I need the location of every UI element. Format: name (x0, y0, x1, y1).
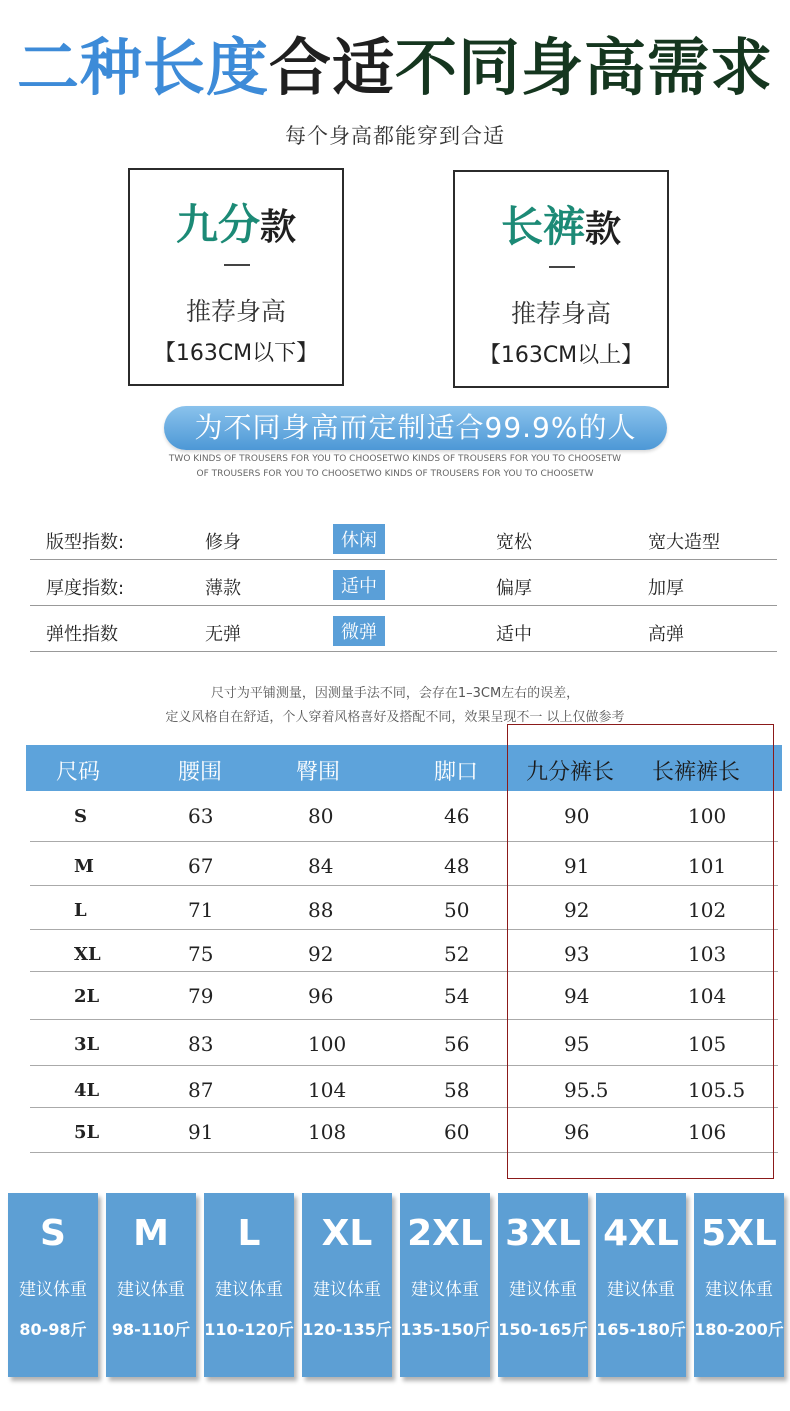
hip-cell: 84 (308, 854, 334, 878)
full-length-cell: 100 (688, 804, 727, 828)
header-hip: 臀围 (296, 760, 341, 785)
hip-cell: 96 (308, 984, 334, 1008)
waist-cell: 75 (188, 942, 214, 966)
recommended-height-label: 推荐身高 (185, 297, 286, 326)
recommended-height-label: 推荐身高 (510, 299, 611, 328)
card-label: 建议体重 (215, 1280, 283, 1300)
full-length-cell: 106 (688, 1120, 727, 1144)
waist-cell: 91 (188, 1120, 214, 1144)
dash-divider (224, 264, 250, 266)
measurement-note: 尺寸为平铺测量，因测量手法不同，会存在1–3CM左右的误差， (210, 686, 580, 701)
header-hem: 脚口 (434, 760, 479, 785)
waist-cell: 87 (188, 1078, 214, 1102)
index-option-selected: 适中 (333, 570, 385, 600)
size-cell: S (74, 806, 87, 827)
card-label: 建议体重 (607, 1280, 675, 1300)
weight-card (596, 1193, 686, 1377)
length-card-title (130, 192, 342, 252)
card-weight: 80-98斤 (19, 1320, 87, 1339)
hem-cell: 46 (444, 804, 470, 828)
waist-cell: 71 (188, 898, 214, 922)
card-weight: 180-200斤 (694, 1320, 784, 1339)
recommended-height-value: 【163CM以下】 (153, 341, 319, 366)
size-cell: L (74, 900, 87, 921)
full-length-cell: 103 (688, 942, 727, 966)
index-label: 版型指数: (46, 532, 125, 553)
index-label: 弹性指数 (46, 624, 118, 645)
length-card-accent: 九分 (175, 200, 260, 249)
hip-cell: 108 (308, 1120, 347, 1144)
hem-cell: 58 (444, 1078, 470, 1102)
card-label: 建议体重 (313, 1280, 381, 1300)
size-cell: XL (74, 944, 101, 965)
weight-card (498, 1193, 588, 1377)
size-cell: 2L (74, 986, 100, 1007)
thickness-index-row (30, 560, 777, 606)
fit-index-row (30, 514, 777, 560)
card-size: M (133, 1213, 169, 1254)
length-card-suffix: 款 (585, 209, 622, 250)
card-size: 3XL (505, 1213, 581, 1254)
weight-card (8, 1193, 98, 1377)
hem-cell: 52 (444, 942, 470, 966)
header-full-length: 长裤裤长 (652, 760, 741, 785)
card-weight: 165-180斤 (596, 1320, 686, 1339)
size-cell: 5L (74, 1122, 100, 1143)
cropped-length-cell: 92 (564, 898, 590, 922)
headline-part-1: 二种长度 (16, 31, 269, 104)
page-headline (0, 28, 790, 108)
hip-cell: 100 (308, 1032, 347, 1056)
weight-card (400, 1193, 490, 1377)
banner-fine-print: TWO KINDS OF TROUSERS FOR YOU TO CHOOSETWO KINDS OF TROUSERS FOR YOU TO CHOOSETW (168, 454, 622, 464)
card-size: L (237, 1213, 261, 1254)
header-size: 尺码 (56, 760, 101, 785)
header-waist: 腰围 (178, 760, 223, 785)
index-option: 无弹 (205, 624, 241, 645)
waist-cell: 79 (188, 984, 214, 1008)
cropped-length-cell: 95 (564, 1032, 590, 1056)
size-cell: 4L (74, 1080, 100, 1101)
cropped-length-cell: 91 (564, 854, 590, 878)
length-card-title (455, 194, 667, 254)
weight-card (106, 1193, 196, 1377)
index-label: 厚度指数: (46, 578, 125, 599)
waist-cell: 67 (188, 854, 214, 878)
full-length-cell: 101 (688, 854, 727, 878)
banner-fine-print: OF TROUSERS FOR YOU TO CHOOSETWO KINDS OF TROUSERS FOR YOU TO CHOOSETW (196, 469, 594, 479)
hem-cell: 54 (444, 984, 470, 1008)
hem-cell: 60 (444, 1120, 470, 1144)
card-size: S (40, 1213, 66, 1254)
full-length-cell: 105 (688, 1032, 727, 1056)
card-weight: 135-150斤 (400, 1320, 490, 1339)
hem-cell: 50 (444, 898, 470, 922)
index-option: 加厚 (648, 578, 684, 599)
headline-part-2: 合适 (268, 31, 395, 104)
hip-cell: 88 (308, 898, 334, 922)
header-cropped-length: 九分裤长 (526, 760, 615, 785)
index-option: 宽松 (496, 532, 532, 553)
recommended-height-value: 【163CM以上】 (478, 343, 644, 368)
size-cell: 3L (74, 1034, 100, 1055)
length-card-suffix: 款 (260, 207, 297, 248)
index-option: 偏厚 (496, 578, 532, 599)
waist-cell: 83 (188, 1032, 214, 1056)
index-option-selected: 休闲 (333, 524, 385, 554)
index-option: 修身 (205, 532, 241, 553)
size-cell: M (74, 856, 94, 877)
full-length-cell: 104 (688, 984, 727, 1008)
card-size: 4XL (603, 1213, 679, 1254)
cropped-length-cell: 94 (564, 984, 590, 1008)
card-weight: 98-110斤 (111, 1320, 191, 1339)
card-size: 2XL (407, 1213, 483, 1254)
card-size: 5XL (701, 1213, 777, 1254)
card-weight: 120-135斤 (302, 1320, 392, 1339)
hip-cell: 104 (308, 1078, 347, 1102)
card-weight: 150-165斤 (498, 1320, 588, 1339)
card-size: XL (321, 1213, 373, 1254)
elasticity-index-row (30, 606, 777, 652)
dash-divider (549, 266, 575, 268)
index-option-selected: 微弹 (333, 616, 385, 646)
full-length-cell: 102 (688, 898, 727, 922)
cropped-length-cell: 93 (564, 942, 590, 966)
page-subtitle: 每个身高都能穿到合适 (285, 124, 505, 148)
length-highlight-frame (507, 724, 774, 1179)
weight-card (694, 1193, 784, 1377)
fit-banner: 为不同身高而定制适合99.9%的人 (164, 406, 667, 450)
index-option: 高弹 (648, 624, 684, 645)
card-label: 建议体重 (19, 1280, 87, 1300)
hem-cell: 48 (444, 854, 470, 878)
card-label: 建议体重 (705, 1280, 773, 1300)
index-option: 薄款 (205, 578, 241, 599)
hip-cell: 80 (308, 804, 334, 828)
hip-cell: 92 (308, 942, 334, 966)
card-label: 建议体重 (411, 1280, 479, 1300)
index-option: 适中 (496, 624, 532, 645)
length-card-full (453, 170, 669, 388)
weight-card (204, 1193, 294, 1377)
weight-card (302, 1193, 392, 1377)
card-label: 建议体重 (509, 1280, 577, 1300)
cropped-length-cell: 96 (564, 1120, 590, 1144)
cropped-length-cell: 95.5 (564, 1078, 609, 1102)
headline-part-3: 不同身高需求 (395, 31, 774, 104)
card-label: 建议体重 (117, 1280, 185, 1300)
hem-cell: 56 (444, 1032, 470, 1056)
length-card-accent: 长裤 (500, 202, 585, 251)
length-card-cropped (128, 168, 344, 386)
full-length-cell: 105.5 (688, 1078, 746, 1102)
index-option: 宽大造型 (648, 532, 720, 553)
style-note: 定义风格自在舒适，个人穿着风格喜好及搭配不同，效果呈现不一 以上仅做参考 (165, 710, 625, 725)
cropped-length-cell: 90 (564, 804, 590, 828)
waist-cell: 63 (188, 804, 214, 828)
card-weight: 110-120斤 (204, 1320, 294, 1339)
